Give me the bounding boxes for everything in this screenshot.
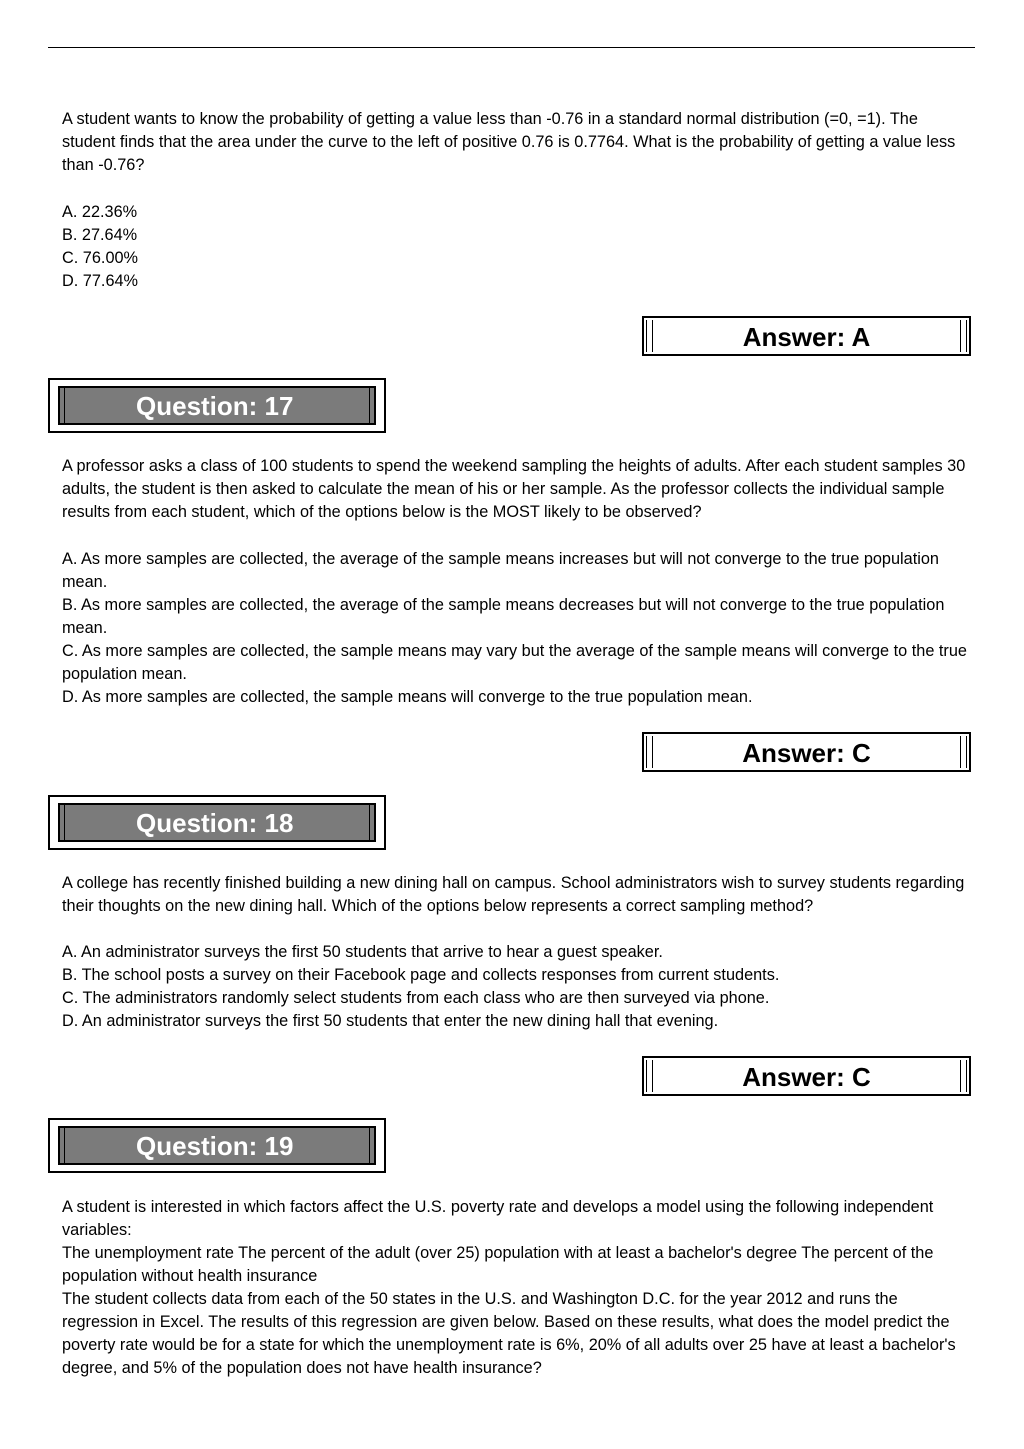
answer-label: Answer: A xyxy=(742,322,871,352)
question-17-options xyxy=(62,548,972,709)
question-19-header xyxy=(48,1118,386,1173)
answer-box-16 xyxy=(642,316,971,356)
question-title: Question: 17 xyxy=(136,391,294,421)
question-17-header xyxy=(48,378,386,433)
question-title: Question: 19 xyxy=(136,1131,294,1161)
answer-label: Answer: C xyxy=(742,738,871,768)
question-18-header xyxy=(48,795,386,850)
option-d: D. 77.64% xyxy=(62,272,139,290)
question-16-options xyxy=(62,201,972,293)
question-16-text: A student wants to know the probability of getting a value less than -0.76 in a standard normal distribution (=0, =1). The student finds that the area under the curve to the left of positive 0.76 is 0.7764. What is the probability of getting a value less than -0.76? xyxy=(62,110,956,174)
question-17-text: A professor asks a class of 100 students to spend the weekend sampling the heights of adults. After each student samples 30 adults, the student is then asked to calculate the mean of his or her sample. As the professor collects the individual sample results from each student, which of the options below is the MOST likely to be observed? xyxy=(62,457,966,521)
option-d: D. An administrator surveys the first 50 students that enter the new dining hall that evening. xyxy=(62,1012,719,1030)
option-a: A. 22.36% xyxy=(62,203,138,221)
question-19-text-2: The unemployment rate The percent of the adult (over 25) population with at least a bachelor's degree The percent of the population without health insurance xyxy=(62,1244,934,1285)
answer-box-18 xyxy=(642,1056,971,1096)
option-a: A. As more samples are collected, the average of the sample means increases but will not converge to the true population mean. xyxy=(62,550,939,591)
option-c: C. 76.00% xyxy=(62,249,139,267)
header-rule xyxy=(48,47,975,48)
question-title: Question: 18 xyxy=(136,808,294,838)
question-19-text-1: A student is interested in which factors affect the U.S. poverty rate and develops a model using the following independent variables: xyxy=(62,1198,934,1239)
option-c: C. The administrators randomly select students from each class who are then surveyed via phone. xyxy=(62,989,770,1007)
question-18-text: A college has recently finished building a new dining hall on campus. School administrators wish to survey students regarding their thoughts on the new dining hall. Which of the options below represents a correct sampling method? xyxy=(62,874,965,915)
option-b: B. As more samples are collected, the average of the sample means decreases but will not converge to the true population mean. xyxy=(62,596,945,637)
option-b: B. The school posts a survey on their Facebook page and collects responses from current students. xyxy=(62,966,780,984)
answer-box-17 xyxy=(642,732,971,772)
option-d: D. As more samples are collected, the sample means will converge to the true population mean. xyxy=(62,688,753,706)
question-19-body xyxy=(62,1196,972,1380)
question-19-text-3: The student collects data from each of the 50 states in the U.S. and Washington D.C. for the year 2012 and runs the regression in Excel. The results of this regression are given below. Based on these results, what does the model predict the poverty rate would be for a state for which the unemployment rate is 6%, 20% of all adults over 25 have at least a bachelor's degree, and 5% of the population does not have health insurance? xyxy=(62,1290,956,1377)
option-b: B. 27.64% xyxy=(62,226,138,244)
option-c: C. As more samples are collected, the sample means may vary but the average of the sample means will converge to the true population mean. xyxy=(62,642,967,683)
question-18-options xyxy=(62,941,972,1033)
option-a: A. An administrator surveys the first 50 students that arrive to hear a guest speaker. xyxy=(62,943,663,961)
answer-label: Answer: C xyxy=(742,1062,871,1092)
